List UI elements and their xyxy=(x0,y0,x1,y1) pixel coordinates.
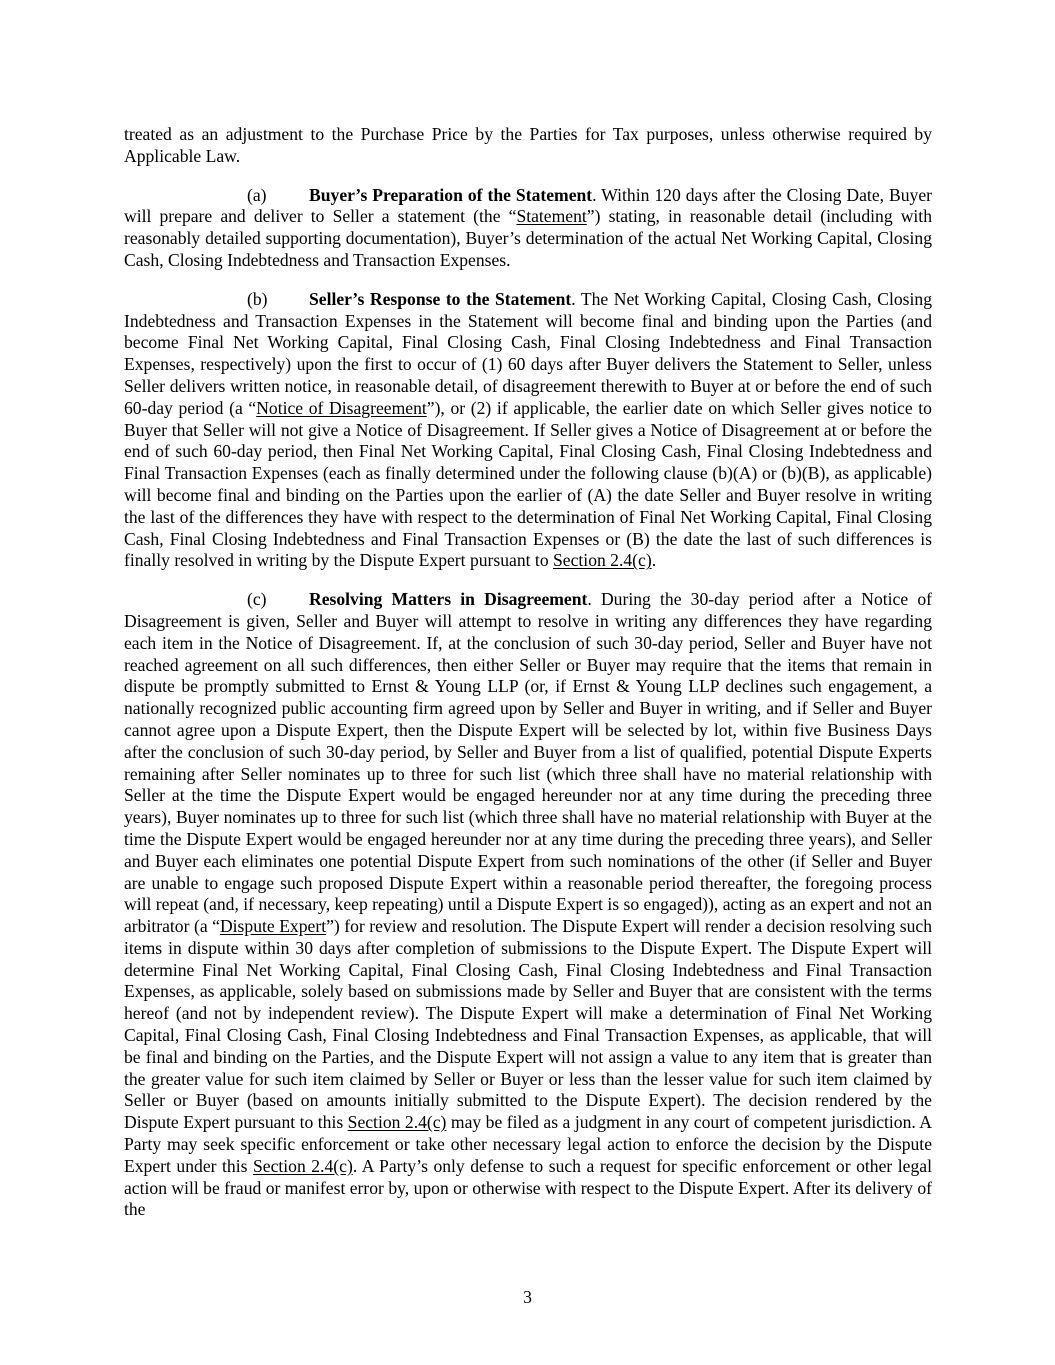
section-b-label: (b) xyxy=(247,288,268,309)
section-reference-link[interactable]: Section 2.4(c) xyxy=(347,1112,447,1133)
section-b-paragraph xyxy=(124,289,932,572)
section-a-paragraph xyxy=(124,185,932,272)
section-b-text-1: . The Net Working Capital, Closing Cash, Closing Indebtedness and Transaction Expenses in the Statement will become final and binding upon the Parties (and become Final Net Working Capital, Final Closing Cash, Final Closing Indebtedness and Final Transaction Expenses, respectively) upon the first to occur of (1) 60 days after Buyer delivers the Statement to Seller, unless Seller delivers written notice, in reasonable detail, of disagreement therewith to Buyer at or before the end of such 60-day period (a “ xyxy=(124,288,932,418)
section-a-heading: Buyer’s Preparation of the Statement xyxy=(309,184,593,205)
page-number: 3 xyxy=(523,1287,532,1307)
defined-term-statement: Statement xyxy=(516,206,587,227)
section-c-text-4: . A Party’s only defense to such a request for specific enforcement or other legal action will be fraud or manifest error by, upon or otherwise with respect to the Dispute Expert. After its delivery of the xyxy=(124,1155,932,1220)
section-c-text-2: ”) for review and resolution. The Dispute Expert will render a decision resolving such items in dispute within 30 days after completion of submissions to the Dispute Expert. The Dispute Expert will determine Final Net Working Capital, Final Closing Cash, Final Closing Indebtedness and Final Transaction Expenses, as applicable, solely based on submissions made by Seller and Buyer that are consistent with the terms hereof (and not by independent review). The Dispute Expert will make a determination of Final Net Working Capital, Final Closing Cash, Final Closing Indebtedness and Final Transaction Expenses, as applicable, that will be final and binding on the Parties, and the Dispute Expert will not assign a value to any item that is greater than the greater value for such item claimed by Seller or Buyer or less than the lesser value for such item claimed by Seller or Buyer (based on amounts initially submitted to the Dispute Expert). The decision rendered by the Dispute Expert pursuant to this xyxy=(124,916,933,1133)
section-b-text-2: ”), or (2) if applicable, the earlier date on which Seller gives notice to Buyer that Seller will not give a Notice of Disagreement. If Seller gives a Notice of Disagreement at or before the end of such 60-day period, then Final Net Working Capital, Final Closing Cash, Final Closing Indebtedness and Final Transaction Expenses (each as finally determined under the following clause (b)(A) or (b)(B), as applicable) will become final and binding on the Parties upon the earlier of (A) the date Seller and Buyer resolve in writing the last of the differences they have with respect to the determination of Final Net Working Capital, Final Closing Cash, Final Closing Indebtedness and Final Transaction Expenses or (B) the date the last of such differences is finally resolved in writing by the Dispute Expert pursuant to xyxy=(124,397,932,571)
section-a-text-1: . Within 120 days after the Closing Date, Buyer will prepare and deliver to Seller a statement (the “ xyxy=(124,184,933,227)
section-c-label: (c) xyxy=(247,589,267,610)
section-c-text-1: . During the 30-day period after a Notice of Disagreement is given, Seller and Buyer will attempt to resolve in writing any differences they have regarding each item in the Notice of Disagreement. If, at the conclusion of such 30-day period, Seller and Buyer have not reached agreement on all such differences, then either Seller or Buyer may require that the items that remain in dispute be promptly submitted to Ernst & Young LLP (or, if Ernst & Young LLP declines such engagement, a nationally recognized public accounting firm agreed upon by Seller and Buyer in writing, and if Seller and Buyer cannot agree upon a Dispute Expert, then the Dispute Expert will be selected by lot, within five Business Days after the conclusion of such 30-day period, by Seller and Buyer from a list of qualified, potential Dispute Experts remaining after Seller nominates up to three for such list (which three shall have no material relationship with Seller at the time the Dispute Expert would be engaged hereunder nor at any time during the preceding three years), Buyer nominates up to three for such list (which three shall have no material relationship with Buyer at the time the Dispute Expert would be engaged hereunder nor at any time during the preceding three years), and Seller and Buyer each eliminates one potential Dispute Expert from such nominations of the other (if Seller and Buyer are unable to engage such proposed Dispute Expert within a reasonable period thereafter, the foregoing process will repeat (and, if necessary, keep repeating) until a Dispute Expert is so engaged)), acting as an expert and not an arbitrator (a “ xyxy=(124,589,932,937)
section-b-heading: Seller’s Response to the Statement xyxy=(309,288,572,309)
section-c-paragraph xyxy=(124,589,932,1221)
section-reference-link[interactable]: Section 2.4(c) xyxy=(553,550,652,571)
defined-term-notice-of-disagreement: Notice of Disagreement xyxy=(256,397,427,418)
intro-paragraph xyxy=(124,124,932,168)
intro-text: treated as an adjustment to the Purchase Price by the Parties for Tax purposes, unless otherwise required by Applicable Law. xyxy=(124,124,932,166)
defined-term-dispute-expert: Dispute Expert xyxy=(219,916,327,937)
section-reference-link[interactable]: Section 2.4(c) xyxy=(252,1155,353,1176)
section-a-label: (a) xyxy=(247,184,267,205)
section-c-heading: Resolving Matters in Disagreement xyxy=(309,589,588,610)
section-b-text-3: . xyxy=(651,550,657,571)
section-a-text-2: ”) stating, in reasonable detail (including with reasonably detailed supporting documentation), Buyer’s determination of the actual Net Working Capital, Closing Cash, Closing Indebtedness and Transaction Expenses. xyxy=(124,206,932,270)
document-page xyxy=(124,124,932,1221)
section-c-text-3: may be filed as a judgment in any court of competent jurisdiction. A Party may seek specific enforcement or take other necessary legal action to enforce the decision by the Dispute Expert under this xyxy=(124,1112,932,1176)
